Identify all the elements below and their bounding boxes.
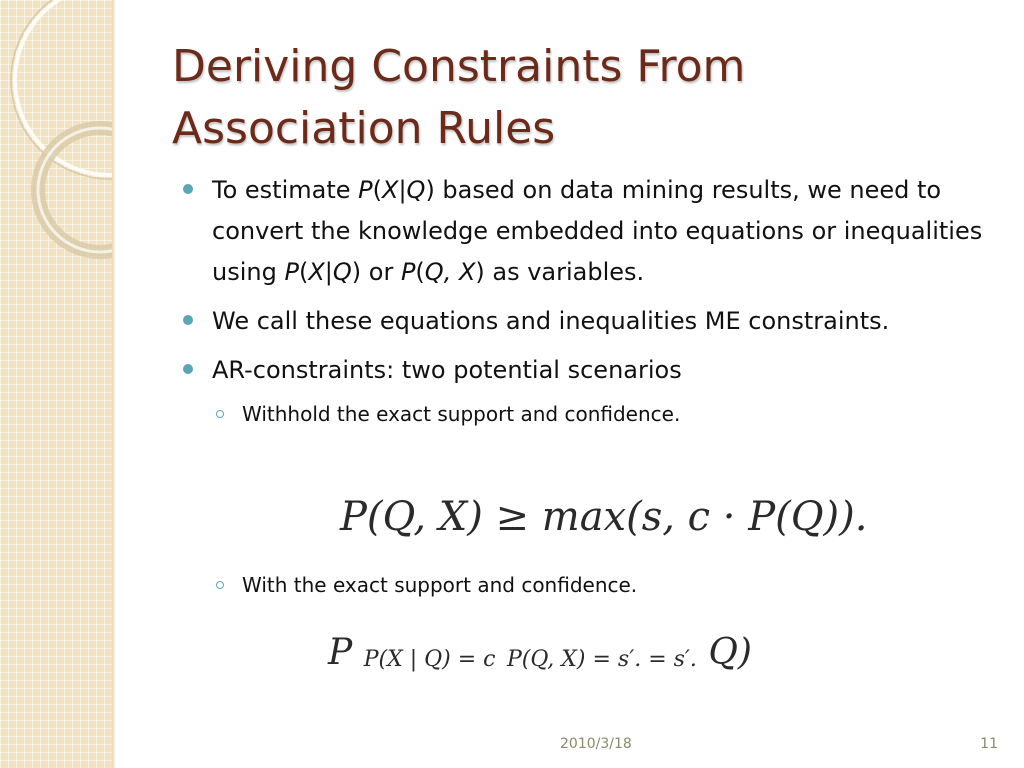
sub-bullet-ring-icon [216, 581, 224, 589]
var: Q, X [424, 258, 476, 286]
bullet-ar-constraints [180, 350, 1000, 391]
formula-part: P(X | Q) = c [363, 647, 496, 672]
formula-part: Q) [708, 632, 752, 673]
text: ( [415, 258, 425, 286]
footer-date: 2010/3/18 [560, 736, 632, 752]
slide-content [180, 170, 1000, 429]
var: X [308, 258, 325, 286]
var: X [382, 176, 399, 204]
decorative-circles [0, 0, 112, 768]
subbullet-text: Withhold the exact support and confidence. [242, 402, 681, 426]
bullet-estimate [180, 170, 1000, 293]
bullet-dot-icon [183, 184, 193, 194]
var: P [358, 176, 373, 204]
text: To estimate [212, 176, 359, 204]
text: ( [298, 258, 309, 286]
text: | [398, 176, 407, 204]
subbullet-text: With the exact support and confidence. [242, 573, 638, 597]
page-number: 11 [980, 736, 998, 752]
text: ) as variables. [475, 258, 645, 286]
text: | [324, 258, 333, 286]
text: ) or [351, 258, 401, 286]
sidebar-edge [112, 0, 116, 768]
slide-title [172, 36, 972, 160]
sub-bullet-ring-icon [216, 410, 224, 418]
bullet-me-constraints [180, 301, 1000, 342]
subbullet-withhold [180, 399, 1000, 429]
bullet-text: We call these equations and inequalities ME constraints. [212, 307, 890, 335]
text: ( [372, 176, 382, 204]
formula-inequality: P(Q, X) ≥ max(s, c · P(Q)). [340, 494, 868, 540]
title-line-1: Deriving Constraints From [172, 41, 746, 92]
formula-equalities [328, 632, 752, 673]
var: P [400, 258, 416, 286]
var: P [284, 258, 299, 286]
decorative-sidebar [0, 0, 112, 768]
var: Q [406, 176, 426, 204]
text: ) based on data mining results, we need to convert the knowledge embedded into equations or inequalities using [212, 176, 983, 286]
var: Q [332, 258, 352, 286]
formula-part: P [328, 632, 353, 673]
bullet-text: AR-constraints: two potential scenarios [212, 356, 682, 384]
formula-part: P(Q, X) = s′. = s′. [506, 647, 697, 672]
bullet-dot-icon [183, 364, 193, 374]
title-line-2: Association Rules [172, 103, 556, 154]
subbullet-with-exact [180, 570, 637, 600]
bullet-dot-icon [183, 315, 193, 325]
